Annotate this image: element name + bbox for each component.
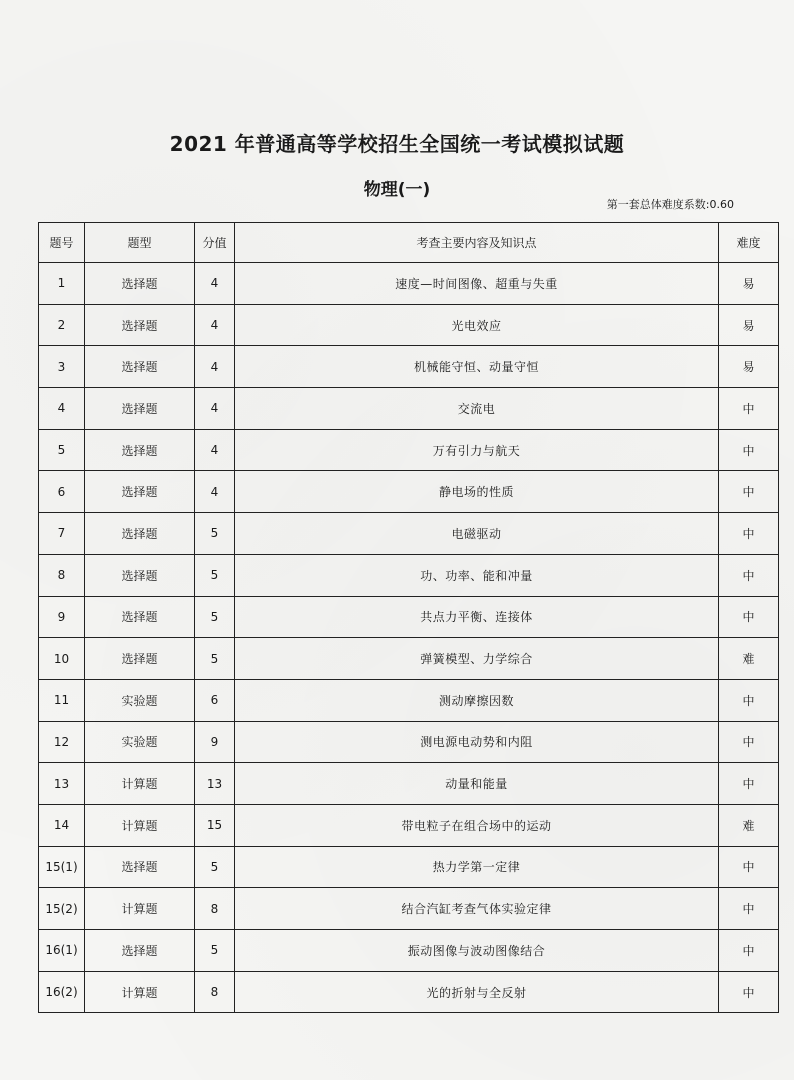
cell-score: 9 bbox=[195, 721, 235, 763]
cell-content: 静电场的性质 bbox=[235, 471, 719, 513]
cell-type: 选择题 bbox=[85, 471, 195, 513]
header-number: 题号 bbox=[39, 223, 85, 263]
cell-difficulty: 易 bbox=[719, 346, 779, 388]
cell-type: 选择题 bbox=[85, 263, 195, 305]
cell-number: 11 bbox=[39, 679, 85, 721]
cell-difficulty: 中 bbox=[719, 930, 779, 972]
table-row bbox=[39, 513, 779, 555]
cell-score: 5 bbox=[195, 513, 235, 555]
header-score: 分值 bbox=[195, 223, 235, 263]
cell-difficulty: 中 bbox=[719, 596, 779, 638]
document-title: 2021 年普通高等学校招生全国统一考试模拟试题 bbox=[169, 132, 625, 156]
cell-difficulty: 中 bbox=[719, 763, 779, 805]
cell-number: 15(2) bbox=[39, 888, 85, 930]
cell-score: 4 bbox=[195, 304, 235, 346]
cell-number: 3 bbox=[39, 346, 85, 388]
table-row bbox=[39, 679, 779, 721]
cell-type: 计算题 bbox=[85, 804, 195, 846]
cell-number: 9 bbox=[39, 596, 85, 638]
cell-number: 5 bbox=[39, 429, 85, 471]
cell-type: 选择题 bbox=[85, 638, 195, 680]
header-difficulty: 难度 bbox=[719, 223, 779, 263]
table-row bbox=[39, 346, 779, 388]
cell-type: 选择题 bbox=[85, 513, 195, 555]
cell-number: 13 bbox=[39, 763, 85, 805]
cell-number: 16(1) bbox=[39, 930, 85, 972]
cell-content: 速度—时间图像、超重与失重 bbox=[235, 263, 719, 305]
table-body bbox=[39, 263, 779, 1013]
cell-score: 15 bbox=[195, 804, 235, 846]
cell-type: 选择题 bbox=[85, 388, 195, 430]
cell-difficulty: 易 bbox=[719, 263, 779, 305]
cell-type: 选择题 bbox=[85, 304, 195, 346]
cell-number: 4 bbox=[39, 388, 85, 430]
cell-number: 15(1) bbox=[39, 846, 85, 888]
table-row bbox=[39, 763, 779, 805]
cell-type: 实验题 bbox=[85, 721, 195, 763]
table-row bbox=[39, 304, 779, 346]
cell-difficulty: 中 bbox=[719, 388, 779, 430]
cell-type: 实验题 bbox=[85, 679, 195, 721]
cell-content: 结合汽缸考查气体实验定律 bbox=[235, 888, 719, 930]
cell-difficulty: 中 bbox=[719, 554, 779, 596]
cell-score: 4 bbox=[195, 471, 235, 513]
table-row bbox=[39, 804, 779, 846]
cell-type: 选择题 bbox=[85, 596, 195, 638]
cell-content: 共点力平衡、连接体 bbox=[235, 596, 719, 638]
cell-content: 测电源电动势和内阻 bbox=[235, 721, 719, 763]
table-row bbox=[39, 429, 779, 471]
cell-difficulty: 中 bbox=[719, 721, 779, 763]
cell-type: 计算题 bbox=[85, 971, 195, 1013]
header-content: 考查主要内容及知识点 bbox=[235, 223, 719, 263]
cell-content: 弹簧模型、力学综合 bbox=[235, 638, 719, 680]
table-row bbox=[39, 596, 779, 638]
cell-content: 热力学第一定律 bbox=[235, 846, 719, 888]
cell-difficulty: 中 bbox=[719, 679, 779, 721]
cell-number: 12 bbox=[39, 721, 85, 763]
table-row bbox=[39, 846, 779, 888]
cell-number: 1 bbox=[39, 263, 85, 305]
header-type: 题型 bbox=[85, 223, 195, 263]
cell-score: 5 bbox=[195, 554, 235, 596]
cell-number: 14 bbox=[39, 804, 85, 846]
cell-difficulty: 难 bbox=[719, 638, 779, 680]
table-row bbox=[39, 471, 779, 513]
table-row bbox=[39, 930, 779, 972]
cell-difficulty: 中 bbox=[719, 971, 779, 1013]
cell-type: 选择题 bbox=[85, 930, 195, 972]
document-subtitle: 物理(一) bbox=[363, 180, 431, 200]
table-header-row bbox=[39, 223, 779, 263]
cell-type: 计算题 bbox=[85, 888, 195, 930]
cell-content: 机械能守恒、动量守恒 bbox=[235, 346, 719, 388]
cell-content: 万有引力与航天 bbox=[235, 429, 719, 471]
cell-content: 测动摩擦因数 bbox=[235, 679, 719, 721]
cell-score: 6 bbox=[195, 679, 235, 721]
cell-content: 光电效应 bbox=[235, 304, 719, 346]
overall-difficulty-note: 第一套总体难度系数:0.60 bbox=[606, 198, 734, 211]
cell-content: 电磁驱动 bbox=[235, 513, 719, 555]
cell-number: 8 bbox=[39, 554, 85, 596]
cell-score: 4 bbox=[195, 346, 235, 388]
exam-analysis-table bbox=[38, 222, 779, 1013]
cell-score: 5 bbox=[195, 596, 235, 638]
cell-difficulty: 中 bbox=[719, 513, 779, 555]
cell-content: 带电粒子在组合场中的运动 bbox=[235, 804, 719, 846]
cell-score: 13 bbox=[195, 763, 235, 805]
cell-content: 动量和能量 bbox=[235, 763, 719, 805]
cell-score: 5 bbox=[195, 846, 235, 888]
cell-score: 5 bbox=[195, 638, 235, 680]
cell-difficulty: 中 bbox=[719, 888, 779, 930]
table-row bbox=[39, 388, 779, 430]
cell-number: 10 bbox=[39, 638, 85, 680]
cell-difficulty: 中 bbox=[719, 429, 779, 471]
table-row bbox=[39, 263, 779, 305]
cell-type: 计算题 bbox=[85, 763, 195, 805]
table-row bbox=[39, 721, 779, 763]
cell-score: 8 bbox=[195, 888, 235, 930]
cell-content: 振动图像与波动图像结合 bbox=[235, 930, 719, 972]
cell-score: 4 bbox=[195, 388, 235, 430]
cell-difficulty: 难 bbox=[719, 804, 779, 846]
cell-difficulty: 中 bbox=[719, 846, 779, 888]
cell-number: 16(2) bbox=[39, 971, 85, 1013]
cell-number: 7 bbox=[39, 513, 85, 555]
cell-score: 5 bbox=[195, 930, 235, 972]
cell-type: 选择题 bbox=[85, 346, 195, 388]
cell-number: 6 bbox=[39, 471, 85, 513]
cell-score: 8 bbox=[195, 971, 235, 1013]
cell-content: 光的折射与全反射 bbox=[235, 971, 719, 1013]
table-row bbox=[39, 554, 779, 596]
cell-score: 4 bbox=[195, 263, 235, 305]
cell-score: 4 bbox=[195, 429, 235, 471]
cell-type: 选择题 bbox=[85, 429, 195, 471]
cell-content: 交流电 bbox=[235, 388, 719, 430]
cell-difficulty: 易 bbox=[719, 304, 779, 346]
cell-difficulty: 中 bbox=[719, 471, 779, 513]
table-row bbox=[39, 638, 779, 680]
cell-number: 2 bbox=[39, 304, 85, 346]
table-row bbox=[39, 888, 779, 930]
table-row bbox=[39, 971, 779, 1013]
cell-type: 选择题 bbox=[85, 846, 195, 888]
cell-content: 功、功率、能和冲量 bbox=[235, 554, 719, 596]
cell-type: 选择题 bbox=[85, 554, 195, 596]
